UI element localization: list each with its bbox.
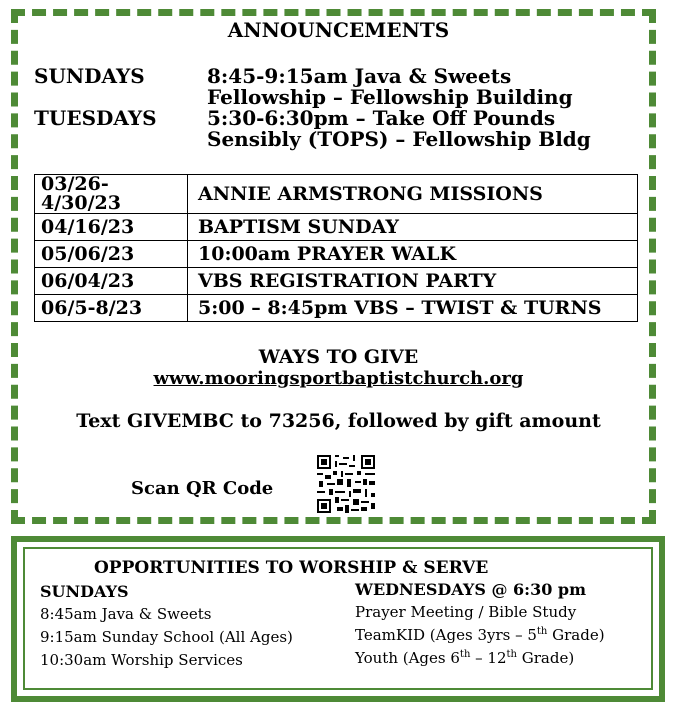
announcements-title: ANNOUNCEMENTS	[227, 18, 450, 42]
table-row	[35, 214, 638, 241]
schedule-tuesdays-line2: Sensibly (TOPS) – Fellowship Bldg	[207, 127, 591, 151]
qr-code-icon	[310, 455, 382, 513]
sundays-item: 10:30am Worship Services	[40, 651, 243, 669]
ways-to-give-title: WAYS TO GIVE	[258, 346, 419, 368]
youth-text-mid: – 12	[470, 649, 507, 667]
table-row	[35, 268, 638, 295]
website-link[interactable]: www.mooringsportbaptistchurch.org	[153, 368, 524, 389]
wednesdays-item-teamkid	[355, 626, 605, 644]
event-name: BAPTISM SUNDAY	[188, 214, 638, 241]
event-name: 10:00am PRAYER WALK	[188, 241, 638, 268]
youth-text: Youth (Ages 6	[355, 649, 460, 667]
wednesdays-item: Prayer Meeting / Bible Study	[355, 603, 577, 621]
qr-label: Scan QR Code	[131, 478, 274, 499]
wednesdays-item-youth	[355, 649, 574, 667]
schedule-sundays-line1: 8:45-9:15am Java & Sweets	[207, 64, 512, 88]
schedule-day-tuesdays: TUESDAYS	[34, 106, 157, 130]
event-name: VBS REGISTRATION PARTY	[188, 268, 638, 295]
wednesdays-heading: WEDNESDAYS @ 6:30 pm	[355, 580, 587, 599]
ordinal-suffix: th	[459, 649, 471, 660]
ordinal-suffix: th	[506, 649, 517, 660]
sundays-heading: SUNDAYS	[40, 582, 129, 601]
event-date	[35, 175, 188, 214]
table-row	[35, 241, 638, 268]
events-table	[34, 174, 638, 322]
event-date: 04/16/23	[35, 214, 188, 241]
event-date: 05/06/23	[35, 241, 188, 268]
opportunities-title: OPPORTUNITIES TO WORSHIP & SERVE	[94, 558, 489, 578]
event-date: 06/04/23	[35, 268, 188, 295]
schedule-day-sundays: SUNDAYS	[34, 64, 145, 88]
text-give-line: Text GIVEMBC to 73256, followed by gift amount	[76, 410, 601, 432]
event-name: ANNIE ARMSTRONG MISSIONS	[188, 175, 638, 214]
schedule-tuesdays-line1: 5:30-6:30pm – Take Off Pounds	[207, 106, 556, 130]
event-date: 06/5-8/23	[35, 295, 188, 322]
event-name: 5:00 – 8:45pm VBS – TWIST & TURNS	[188, 295, 638, 322]
teamkid-text: TeamKID (Ages 3yrs – 5	[355, 626, 537, 644]
event-date-line: 4/30/23	[41, 192, 121, 214]
table-row	[35, 175, 638, 214]
ordinal-suffix: th	[536, 626, 548, 637]
event-date-line: 03/26-	[41, 173, 109, 195]
sundays-item: 8:45am Java & Sweets	[40, 605, 212, 623]
table-row	[35, 295, 638, 322]
youth-text-end: Grade)	[516, 649, 575, 667]
schedule-sundays-line2: Fellowship – Fellowship Building	[207, 85, 573, 109]
sundays-item: 9:15am Sunday School (All Ages)	[40, 628, 293, 646]
teamkid-text-end: Grade)	[547, 626, 605, 644]
